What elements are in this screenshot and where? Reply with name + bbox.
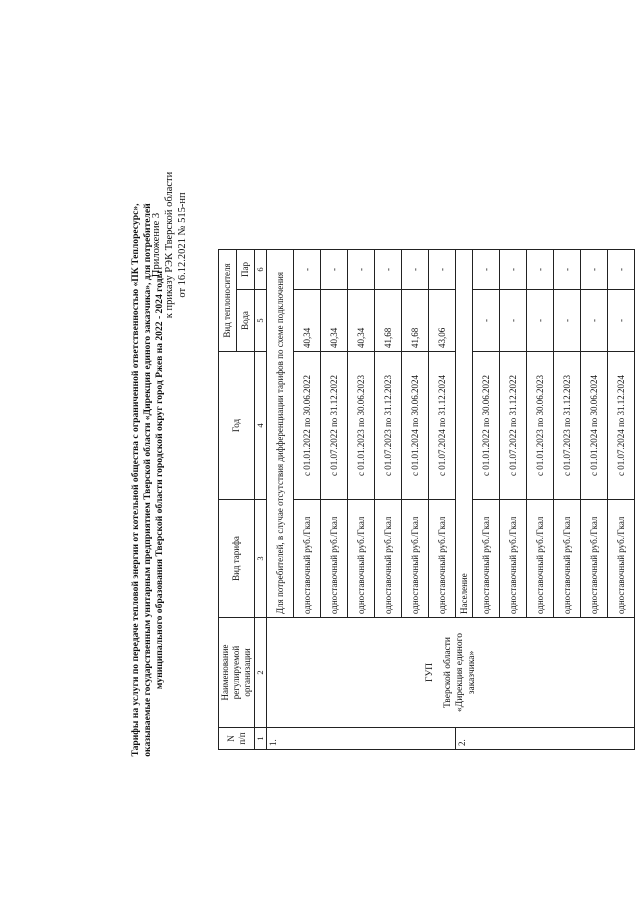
tariff-table: [218, 249, 635, 750]
tariff-cell: одноставочный руб./Гкал: [402, 500, 429, 618]
period-cell: с 01.01.2022 по 30.06.2022: [294, 352, 321, 500]
tariff-cell: одноставочный руб./Гкал: [581, 500, 608, 618]
water-cell: 41,68: [402, 290, 429, 352]
water-cell: 40,34: [294, 290, 321, 352]
steam-cell: -: [348, 250, 375, 290]
period-cell: с 01.07.2024 по 31.12.2024: [429, 352, 456, 500]
period-cell: с 01.07.2024 по 31.12.2024: [608, 352, 635, 500]
tariff-cell: одноставочный руб./Гкал: [608, 500, 635, 618]
period-cell: с 01.07.2023 по 31.12.2023: [375, 352, 402, 500]
water-cell: -: [608, 290, 635, 352]
row-number: 2.: [456, 728, 635, 750]
tariff-cell: одноставочный руб./Гкал: [321, 500, 348, 618]
document-title: [130, 100, 166, 860]
tariff-cell: одноставочный руб./Гкал: [375, 500, 402, 618]
steam-cell: -: [429, 250, 456, 290]
water-cell: -: [581, 290, 608, 352]
header-carrier: Вид теплоносителя: [219, 250, 237, 352]
period-cell: с 01.01.2022 по 30.06.2022: [473, 352, 500, 500]
period-cell: с 01.07.2022 по 31.12.2022: [321, 352, 348, 500]
org-line-3: «Дирекция единого: [454, 632, 465, 713]
water-cell: -: [554, 290, 581, 352]
category-cell: Население: [456, 250, 473, 618]
water-cell: 41,68: [375, 290, 402, 352]
steam-cell: -: [375, 250, 402, 290]
col-number: 2: [255, 618, 267, 728]
tariff-cell: одноставочный руб./Гкал: [429, 500, 456, 618]
tariff-cell: одноставочный руб./Гкал: [473, 500, 500, 618]
title-line-3: муниципального образования Тверской области городской округ город Ржев на 2022 - 2024 годы: [154, 270, 165, 690]
tariff-cell: одноставочный руб./Гкал: [348, 500, 375, 618]
tariff-cell: одноставочный руб./Гкал: [500, 500, 527, 618]
header-steam: Пар: [237, 250, 255, 290]
title-line-2: оказываемые государственным унитарным предприятием Тверской области «Дирекция единого заказчика», для потребителей: [142, 203, 153, 757]
table-row: [267, 250, 294, 750]
period-cell: с 01.01.2023 по 30.06.2023: [348, 352, 375, 500]
period-cell: с 01.01.2024 по 30.06.2024: [581, 352, 608, 500]
col-number: 3: [255, 500, 267, 618]
steam-cell: -: [581, 250, 608, 290]
col-number: 1: [255, 728, 267, 750]
period-cell: с 01.01.2024 по 30.06.2024: [402, 352, 429, 500]
steam-cell: -: [321, 250, 348, 290]
water-cell: 40,34: [348, 290, 375, 352]
org-line-2: Тверской области: [442, 636, 453, 709]
tariff-cell: одноставочный руб./Гкал: [294, 500, 321, 618]
water-cell: -: [527, 290, 554, 352]
col-number: 5: [255, 290, 267, 352]
org-line-4: заказчика»: [466, 650, 477, 695]
col-number: 4: [255, 352, 267, 500]
water-cell: 43,06: [429, 290, 456, 352]
header-org: Наименование регулируемой организации: [219, 618, 255, 728]
header-num: N п/п: [219, 728, 255, 750]
steam-cell: -: [294, 250, 321, 290]
steam-cell: -: [608, 250, 635, 290]
water-cell: -: [500, 290, 527, 352]
header-water: Вода: [237, 290, 255, 352]
rotated-content: [122, 100, 640, 860]
water-cell: -: [473, 290, 500, 352]
appendix-line-1: Приложение 3: [151, 212, 162, 278]
steam-cell: -: [473, 250, 500, 290]
appendix-line-3: от 16.12.2021 № 515-нп: [177, 192, 188, 298]
tariff-cell: одноставочный руб./Гкал: [554, 500, 581, 618]
period-cell: с 01.07.2023 по 31.12.2023: [554, 352, 581, 500]
row-number: 1.: [267, 728, 456, 750]
organization-cell: [267, 618, 635, 728]
column-numbers-row: [255, 250, 267, 750]
period-cell: с 01.07.2022 по 31.12.2022: [500, 352, 527, 500]
water-cell: 40,34: [321, 290, 348, 352]
category-cell: Для потребителей, в случае отсутствия дифференциации тарифов по схеме подключения: [267, 250, 294, 618]
appendix-line-2: к приказу РЭК Тверской области: [164, 171, 175, 319]
org-line-1: ГУП: [424, 662, 435, 683]
tariff-cell: одноставочный руб./Гкал: [527, 500, 554, 618]
col-number: 6: [255, 250, 267, 290]
steam-cell: -: [402, 250, 429, 290]
header-tariff: Вид тарифа: [219, 500, 255, 618]
period-cell: с 01.01.2023 по 30.06.2023: [527, 352, 554, 500]
steam-cell: -: [554, 250, 581, 290]
header-year: Год: [219, 352, 255, 500]
steam-cell: -: [527, 250, 554, 290]
title-line-1: Тарифы на услуги по передаче тепловой энергии от котельной общества с ограниченной ответственностью «ПК Теплоресурс»,: [130, 203, 141, 757]
steam-cell: -: [500, 250, 527, 290]
